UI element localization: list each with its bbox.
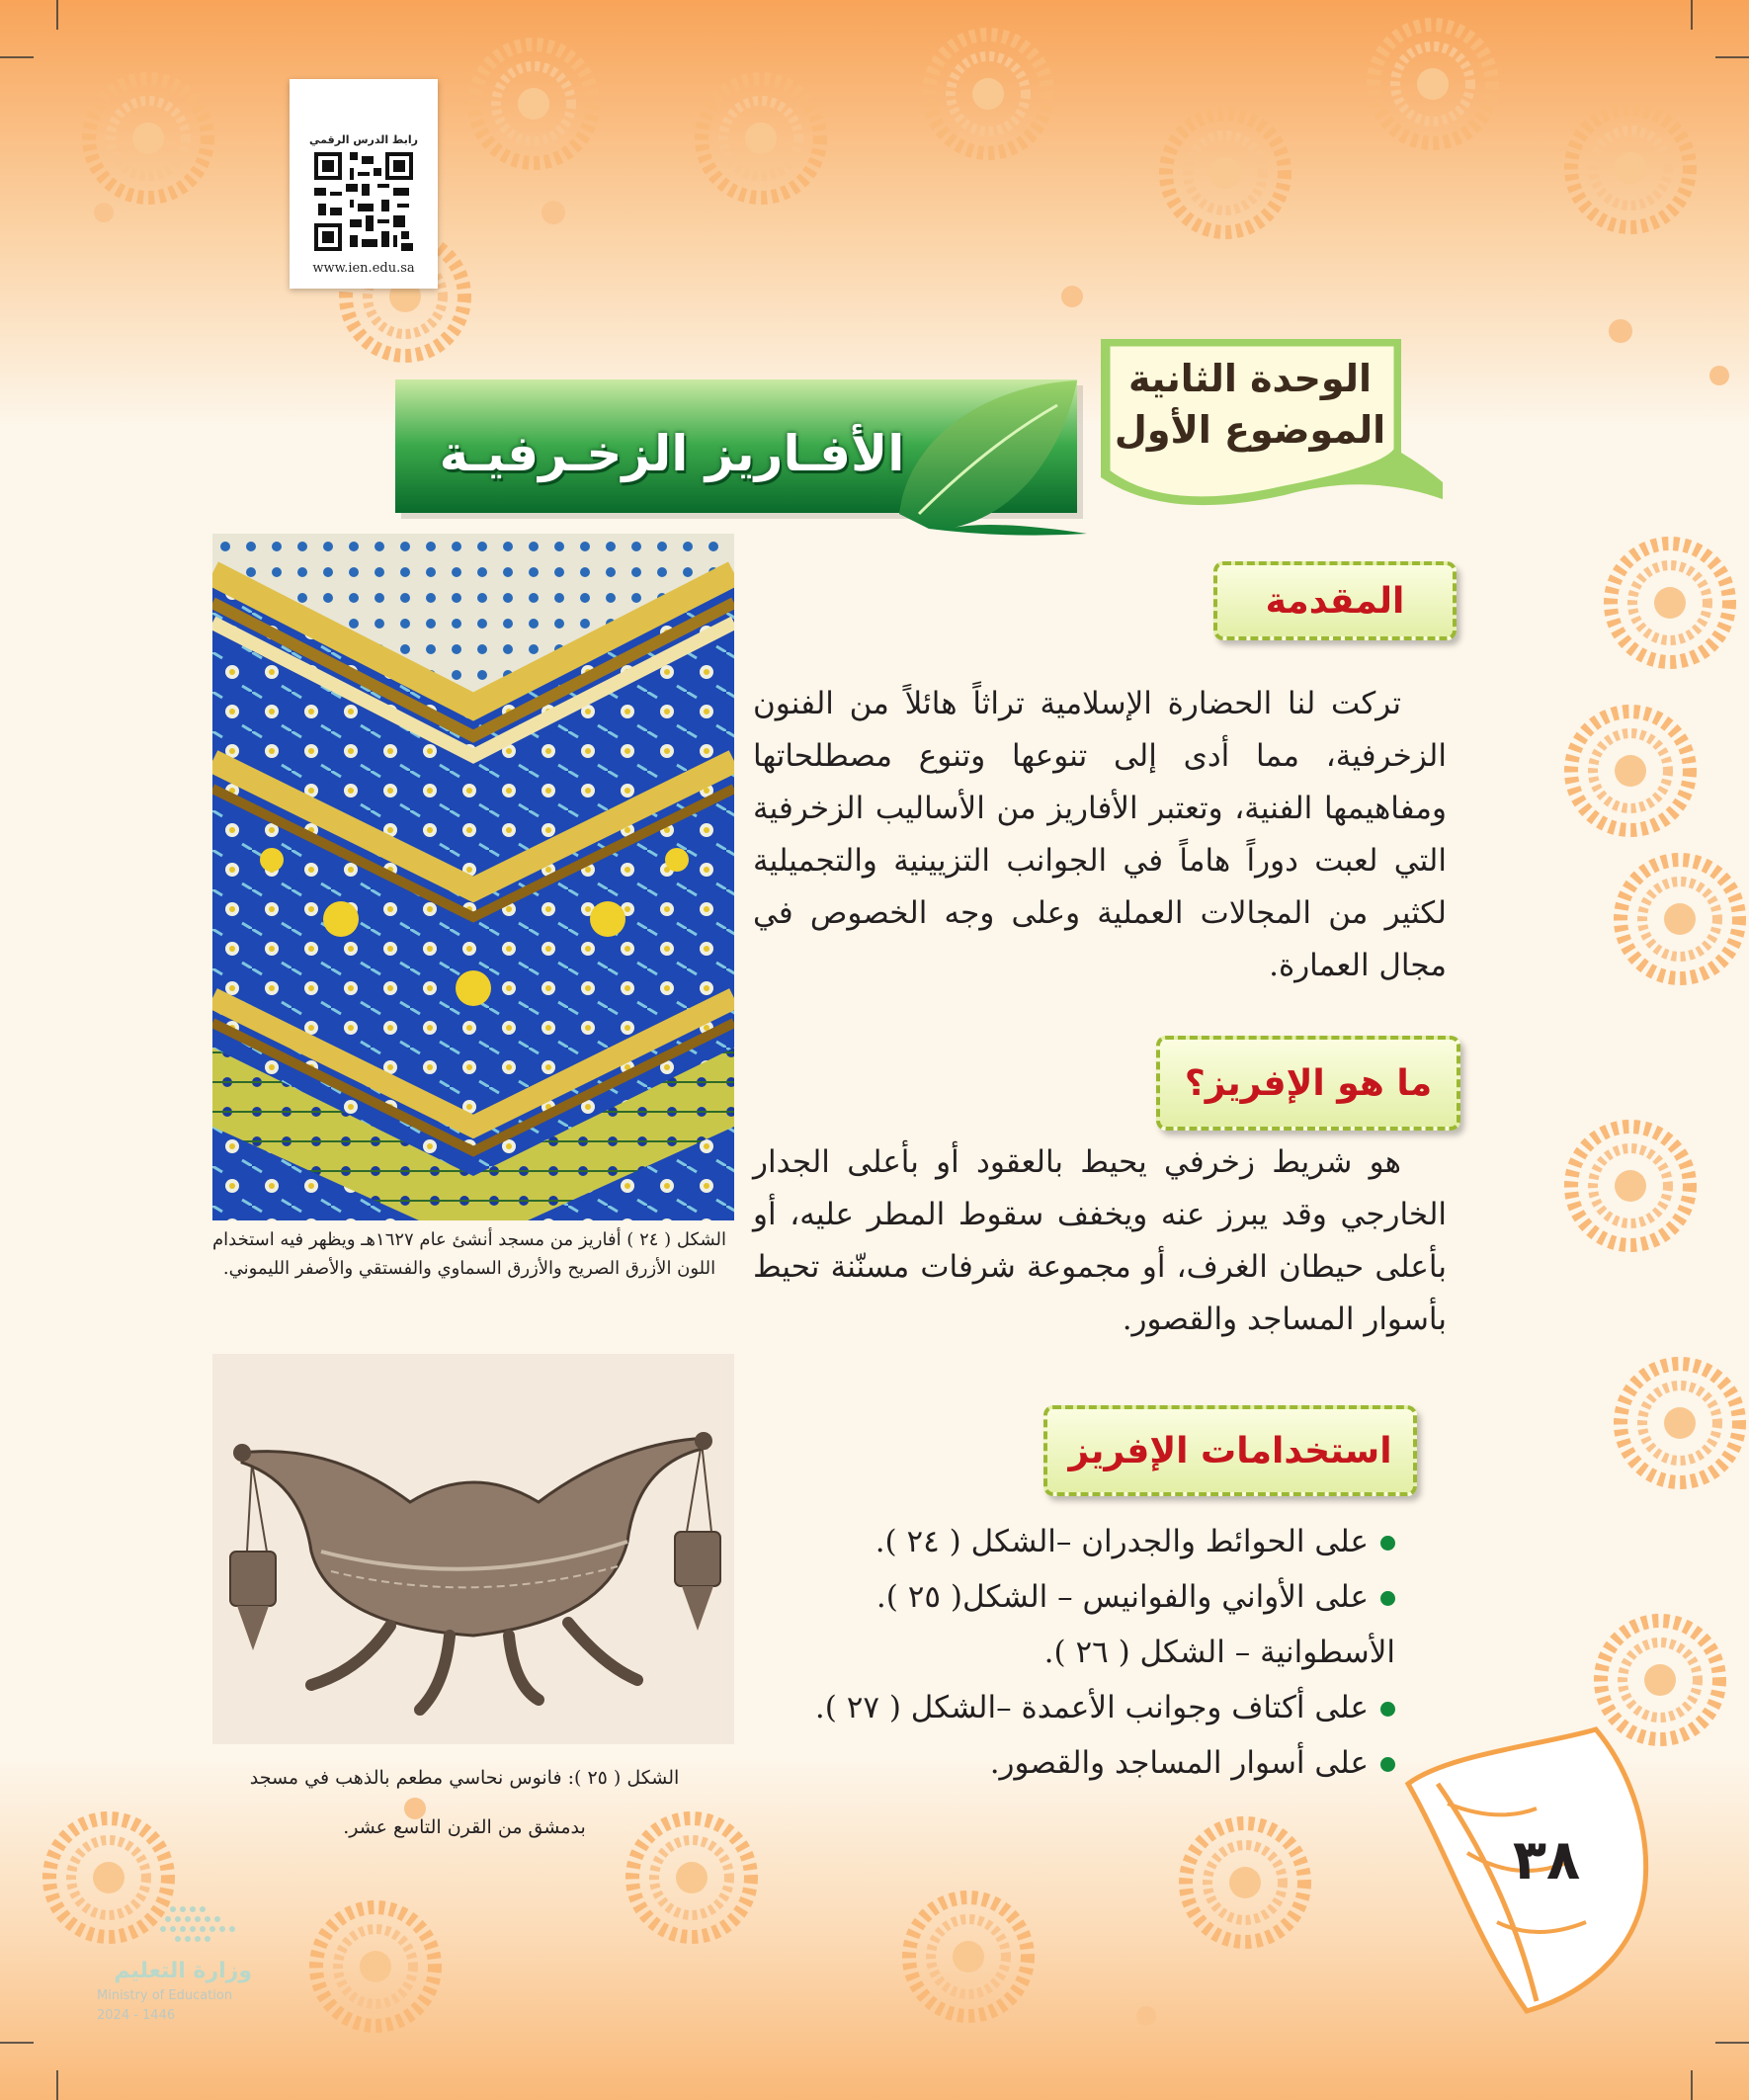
page-title: الأفـاريز الزخـرفيـة [439,425,905,482]
unit-box [1087,329,1413,497]
figure-25-caption-line2: بدمشق من القرن التاسع عشر. [343,1816,586,1838]
list-item: الأسطوانية – الشكل ( ٢٦ ). [1043,1635,1395,1670]
unit-line1: الوحدة الثانية [1127,357,1373,400]
figure-25-image [212,1354,734,1744]
bullet-icon [1380,1591,1395,1606]
figure-24-caption: الشكل ( ٢٤ ) أفاريز من مسجد أنشئ عام ١٦٢٧هـ ويظهر فيه استخدام اللون الأزرق الصريح والأزرق السماوي والفستقي والأصفر الليموني. [211,1229,726,1279]
what-heading: ما هو الإفريز؟ [1184,1062,1433,1104]
bullet-icon [1380,1536,1395,1551]
uses-list [753,1514,1395,1791]
qr-code-icon[interactable] [314,152,413,251]
ministry-year: 2024 - 1446 [97,2008,176,2023]
uses-heading: استخدامات الإفريز [1068,1430,1392,1471]
qr-url[interactable]: www.ien.edu.sa [312,261,415,276]
qr-caption: رابط الدرس الرقمي [309,133,418,146]
list-item: على الحوائط والجدران –الشكل ( ٢٤ ). [753,1514,1395,1569]
figure-24-image [212,534,734,1220]
intro-heading-tag [1213,561,1457,640]
list-item: على أسوار المساجد والقصور. [753,1735,1395,1791]
figure-25-caption-line1: الشكل ( ٢٥ ): فانوس نحاسي مطعم بالذهب في مسجد [249,1767,680,1789]
ministry-name-arabic: وزارة التعليم [114,1959,252,1983]
list-item: على أكتاف وجوانب الأعمدة –الشكل ( ٢٧ ). [753,1680,1395,1735]
uses-heading-tag [1043,1405,1417,1496]
qr-card [290,79,438,289]
ministry-name-english: Ministry of Education [97,1988,233,2003]
ministry-logo-icon [99,1899,277,1957]
what-heading-tag [1156,1036,1460,1131]
intro-paragraph: تركت لنا الحضارة الإسلامية تراثاً هائلاً من الفنون الزخرفية، مما أدى إلى تنوعها وتنوع مصطلحاتها ومفاهيمها الفنية، وتعتبر الأفاريز من الأساليب الزخرفية التي لعبت دوراً هاماً في الجوانب التزيينية والتجميلية لكثير من المجالات العملية وعلى وجه الخصوص في مجال العمارة. [753,686,1447,983]
what-paragraph: هو شريط زخرفي يحيط بالعقود أو بأعلى الجدار الخارجي وقد يبرز عنه ويخفف سقوط المطر عليه، أو بأعلى حيطان الغرف، أو مجموعة شرفات مسنّنة تحيط بأسوار المساجد والقصور. [753,1144,1447,1337]
page-number: ٣٨ [1512,1828,1581,1892]
unit-line2: الموضوع الأول [1114,408,1386,452]
list-item: على الأواني والفوانيس – الشكل( ٢٥ ). [753,1569,1395,1625]
intro-heading: المقدمة [1265,580,1405,622]
